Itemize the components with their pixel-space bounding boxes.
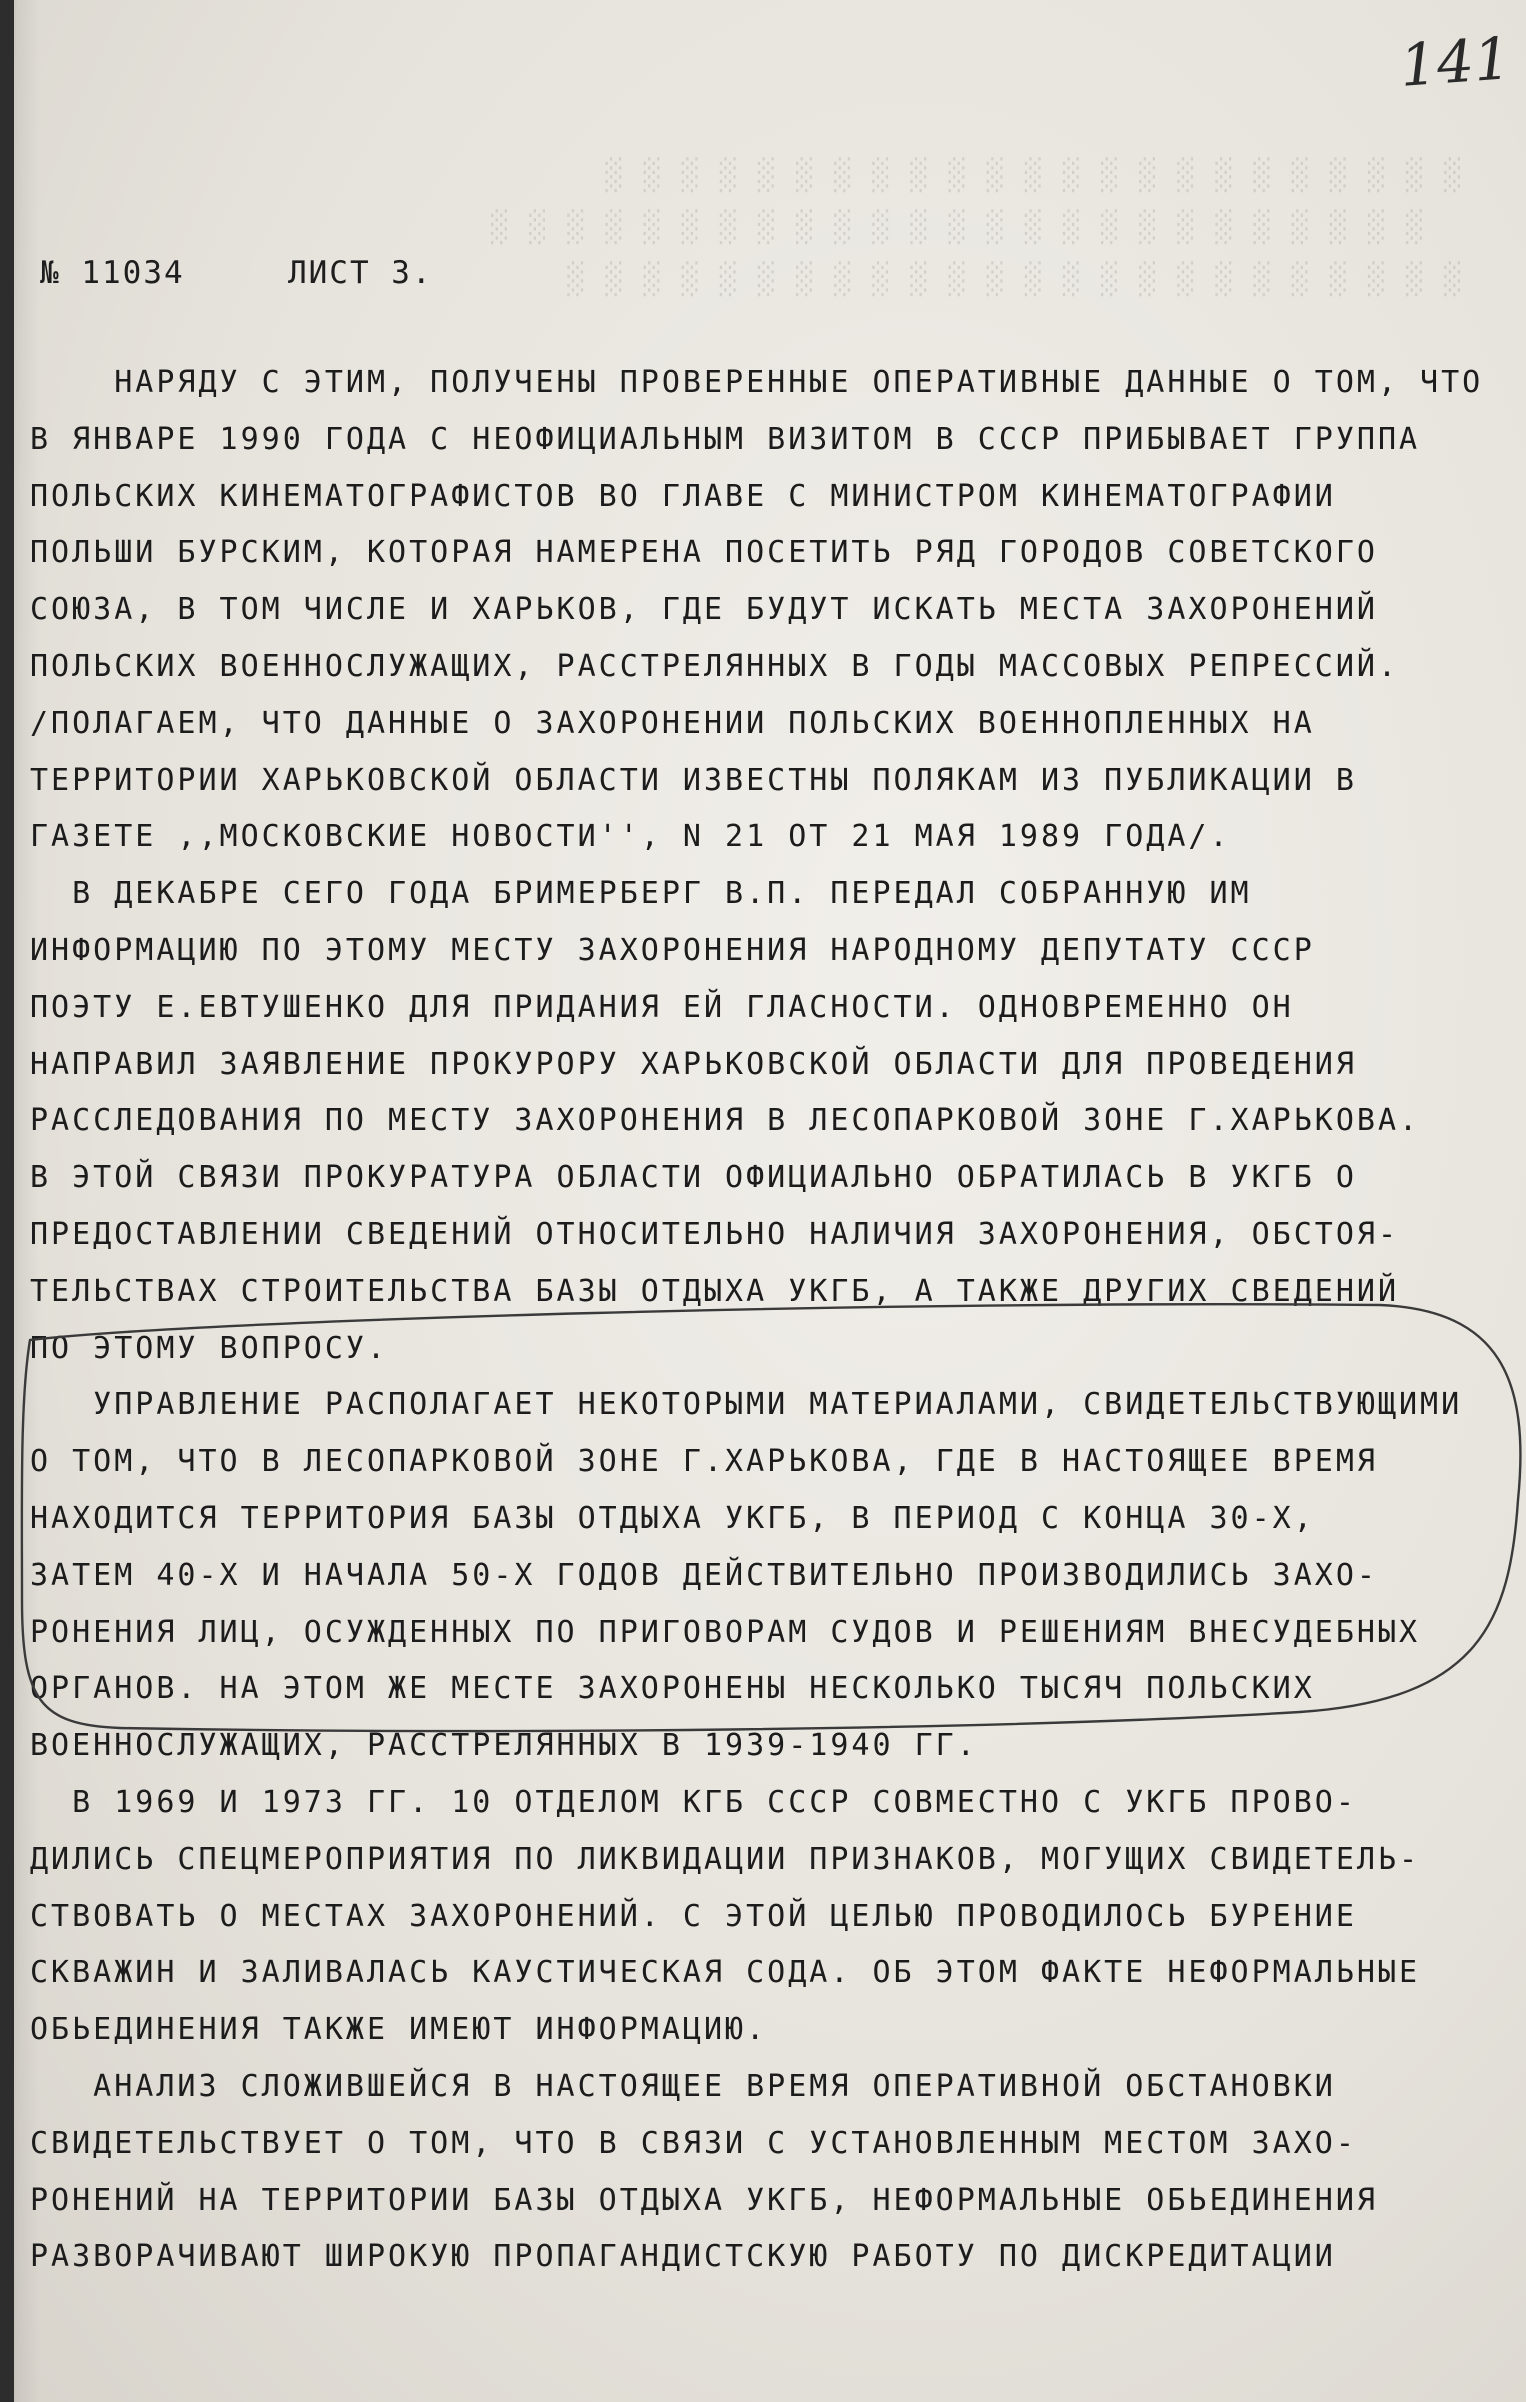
text-line: СТВОВАТЬ О МЕСТАХ ЗАХОРОНЕНИЙ. С ЭТОЙ ЦЕЛЬЮ ПРОВОДИЛОСЬ БУРЕНИЕ <box>30 1898 1357 1934</box>
text-line: СОЮЗА, В ТОМ ЧИСЛЕ И ХАРЬКОВ, ГДЕ БУДУТ ИСКАТЬ МЕСТА ЗАХОРОНЕНИЙ <box>30 592 1378 628</box>
paragraph-1 <box>30 355 1490 866</box>
text-line: ДИЛИСЬ СПЕЦМЕРОПРИЯТИЯ ПО ЛИКВИДАЦИИ ПРИЗНАКОВ, МОГУЩИХ СВИДЕТЕЛЬ- <box>30 1841 1421 1877</box>
document-body <box>30 355 1490 2286</box>
text-line: ПО ЭТОМУ ВОПРОСУ. <box>30 1330 389 1366</box>
text-line: /ПОЛАГАЕМ, ЧТО ДАННЫЕ О ЗАХОРОНЕНИИ ПОЛЬСКИХ ВОЕННОПЛЕННЫХ НА <box>30 705 1315 741</box>
text-line: ПОЛЬСКИХ ВОЕННОСЛУЖАЩИХ, РАССТРЕЛЯННЫХ В ГОДЫ МАССОВЫХ РЕПРЕССИЙ. <box>30 648 1399 684</box>
text-line: В ДЕКАБРЕ СЕГО ГОДА БРИМЕРБЕРГ В.П. ПЕРЕДАЛ СОБРАННУЮ ИМ <box>30 876 1252 912</box>
text-line: РОНЕНИЯ ЛИЦ, ОСУЖДЕННЫХ ПО ПРИГОВОРАМ СУДОВ И РЕШЕНИЯМ ВНЕСУДЕБНЫХ <box>30 1614 1421 1650</box>
text-line: НАХОДИТСЯ ТЕРРИТОРИЯ БАЗЫ ОТДЫХА УКГБ, В ПЕРИОД С КОНЦА 30-Х, <box>30 1500 1315 1536</box>
text-line: ПОЛЬШИ БУРСКИМ, КОТОРАЯ НАМЕРЕНА ПОСЕТИТЬ РЯД ГОРОДОВ СОВЕТСКОГО <box>30 535 1378 571</box>
text-line: СКВАЖИН И ЗАЛИВАЛАСЬ КАУСТИЧЕСКАЯ СОДА. ОБ ЭТОМ ФАКТЕ НЕФОРМАЛЬНЫЕ <box>30 1955 1421 1991</box>
text-line: РАЗВОРАЧИВАЮТ ШИРОКУЮ ПРОПАГАНДИСТСКУЮ РАБОТУ ПО ДИСКРЕДИТАЦИИ <box>30 2239 1336 2275</box>
paragraph-3-circled <box>30 1377 1490 1775</box>
text-line: РОНЕНИЙ НА ТЕРРИТОРИИ БАЗЫ ОТДЫХА УКГБ, НЕФОРМАЛЬНЫЕ ОБЬЕДИНЕНИЯ <box>30 2182 1378 2218</box>
paragraph-4 <box>30 1775 1490 2059</box>
text-line: В 1969 И 1973 ГГ. 10 ОТДЕЛОМ КГБ СССР СОВМЕСТНО С УКГБ ПРОВО- <box>30 1784 1357 1820</box>
binding-edge <box>0 0 14 2402</box>
text-line: ПОЛЬСКИХ КИНЕМАТОГРАФИСТОВ ВО ГЛАВЕ С МИНИСТРОМ КИНЕМАТОГРАФИИ <box>30 478 1336 514</box>
document-header <box>40 255 433 291</box>
text-line: АНАЛИЗ СЛОЖИВШЕЙСЯ В НАСТОЯЩЕЕ ВРЕМЯ ОПЕРАТИВНОЙ ОБСТАНОВКИ <box>30 2068 1336 2104</box>
text-line: НАПРАВИЛ ЗАЯВЛЕНИЕ ПРОКУРОРУ ХАРЬКОВСКОЙ ОБЛАСТИ ДЛЯ ПРОВЕДЕНИЯ <box>30 1046 1357 1082</box>
text-line: ПРЕДОСТАВЛЕНИИ СВЕДЕНИЙ ОТНОСИТЕЛЬНО НАЛИЧИЯ ЗАХОРОНЕНИЯ, ОБСТОЯ- <box>30 1216 1399 1252</box>
text-line: ИНФОРМАЦИЮ ПО ЭТОМУ МЕСТУ ЗАХОРОНЕНИЯ НАРОДНОМУ ДЕПУТАТУ СССР <box>30 932 1315 968</box>
text-line: ВОЕННОСЛУЖАЩИХ, РАССТРЕЛЯННЫХ В 1939-1940 ГГ. <box>30 1728 978 1764</box>
text-line: ТЕЛЬСТВАХ СТРОИТЕЛЬСТВА БАЗЫ ОТДЫХА УКГБ, А ТАКЖЕ ДРУГИХ СВЕДЕНИЙ <box>30 1273 1399 1309</box>
text-line: ТЕРРИТОРИИ ХАРЬКОВСКОЙ ОБЛАСТИ ИЗВЕСТНЫ ПОЛЯКАМ ИЗ ПУБЛИКАЦИИ В <box>30 762 1357 798</box>
text-line: РАССЛЕДОВАНИЯ ПО МЕСТУ ЗАХОРОНЕНИЯ В ЛЕСОПАРКОВОЙ ЗОНЕ Г.ХАРЬКОВА. <box>30 1103 1421 1139</box>
text-line: В ЭТОЙ СВЯЗИ ПРОКУРАТУРА ОБЛАСТИ ОФИЦИАЛЬНО ОБРАТИЛАСЬ В УКГБ О <box>30 1160 1357 1196</box>
text-line: В ЯНВАРЕ 1990 ГОДА С НЕОФИЦИАЛЬНЫМ ВИЗИТОМ В СССР ПРИБЫВАЕТ ГРУППА <box>30 421 1421 457</box>
text-line: ГАЗЕТЕ ,,МОСКОВСКИЕ НОВОСТИ'', N 21 ОТ 21 МАЯ 1989 ГОДА/. <box>30 819 1231 855</box>
handwritten-page-number: 141 <box>1397 24 1513 100</box>
paragraph-2 <box>30 866 1490 1377</box>
text-line: ЗАТЕМ 40-Х И НАЧАЛА 50-Х ГОДОВ ДЕЙСТВИТЕЛЬНО ПРОИЗВОДИЛИСЬ ЗАХО- <box>30 1557 1378 1593</box>
text-line: СВИДЕТЕЛЬСТВУЕТ О ТОМ, ЧТО В СВЯЗИ С УСТАНОВЛЕННЫМ МЕСТОМ ЗАХО- <box>30 2125 1357 2161</box>
paragraph-5 <box>30 2059 1490 2286</box>
text-line: ОРГАНОВ. НА ЭТОМ ЖЕ МЕСТЕ ЗАХОРОНЕНЫ НЕСКОЛЬКО ТЫСЯЧ ПОЛЬСКИХ <box>30 1671 1315 1707</box>
text-line: ОБЬЕДИНЕНИЯ ТАКЖЕ ИМЕЮТ ИНФОРМАЦИЮ. <box>30 2012 768 2048</box>
text-line: УПРАВЛЕНИЕ РАСПОЛАГАЕТ НЕКОТОРЫМИ МАТЕРИАЛАМИ, СВИДЕТЕЛЬСТВУЮЩИМИ <box>30 1387 1463 1423</box>
sheet-label: ЛИСТ 3. <box>287 255 433 291</box>
text-line: ПОЭТУ Е.ЕВТУШЕНКО ДЛЯ ПРИДАНИЯ ЕЙ ГЛАСНОСТИ. ОДНОВРЕМЕННО ОН <box>30 989 1294 1025</box>
text-line: О ТОМ, ЧТО В ЛЕСОПАРКОВОЙ ЗОНЕ Г.ХАРЬКОВА, ГДЕ В НАСТОЯЩЕЕ ВРЕМЯ <box>30 1444 1378 1480</box>
text-line: НАРЯДУ С ЭТИМ, ПОЛУЧЕНЫ ПРОВЕРЕННЫЕ ОПЕРАТИВНЫЕ ДАННЫЕ О ТОМ, ЧТО <box>30 365 1484 400</box>
bleed-through-texture: ░ ░ ░ ░ ░ ░ ░ ░ ░ ░ ░ ░ ░ ░ ░ ░ ░ ░ ░ ░ ░ ░ ░ ░ ░ ░ ░ ░ ░ ░ ░ ░ ░ ░ ░ ░ ░ ░ ░ ░ ░ ░ ░ ░ ░ ░ ░ ░ ░ ░ ░ ░ ░ ░ ░ ░ ░ ░ ░ ░ ░ ░ ░ ░ ░ ░ ░ ░ ░ ░ ░ ░ <box>487 158 1460 297</box>
document-number: № 11034 <box>40 255 185 291</box>
